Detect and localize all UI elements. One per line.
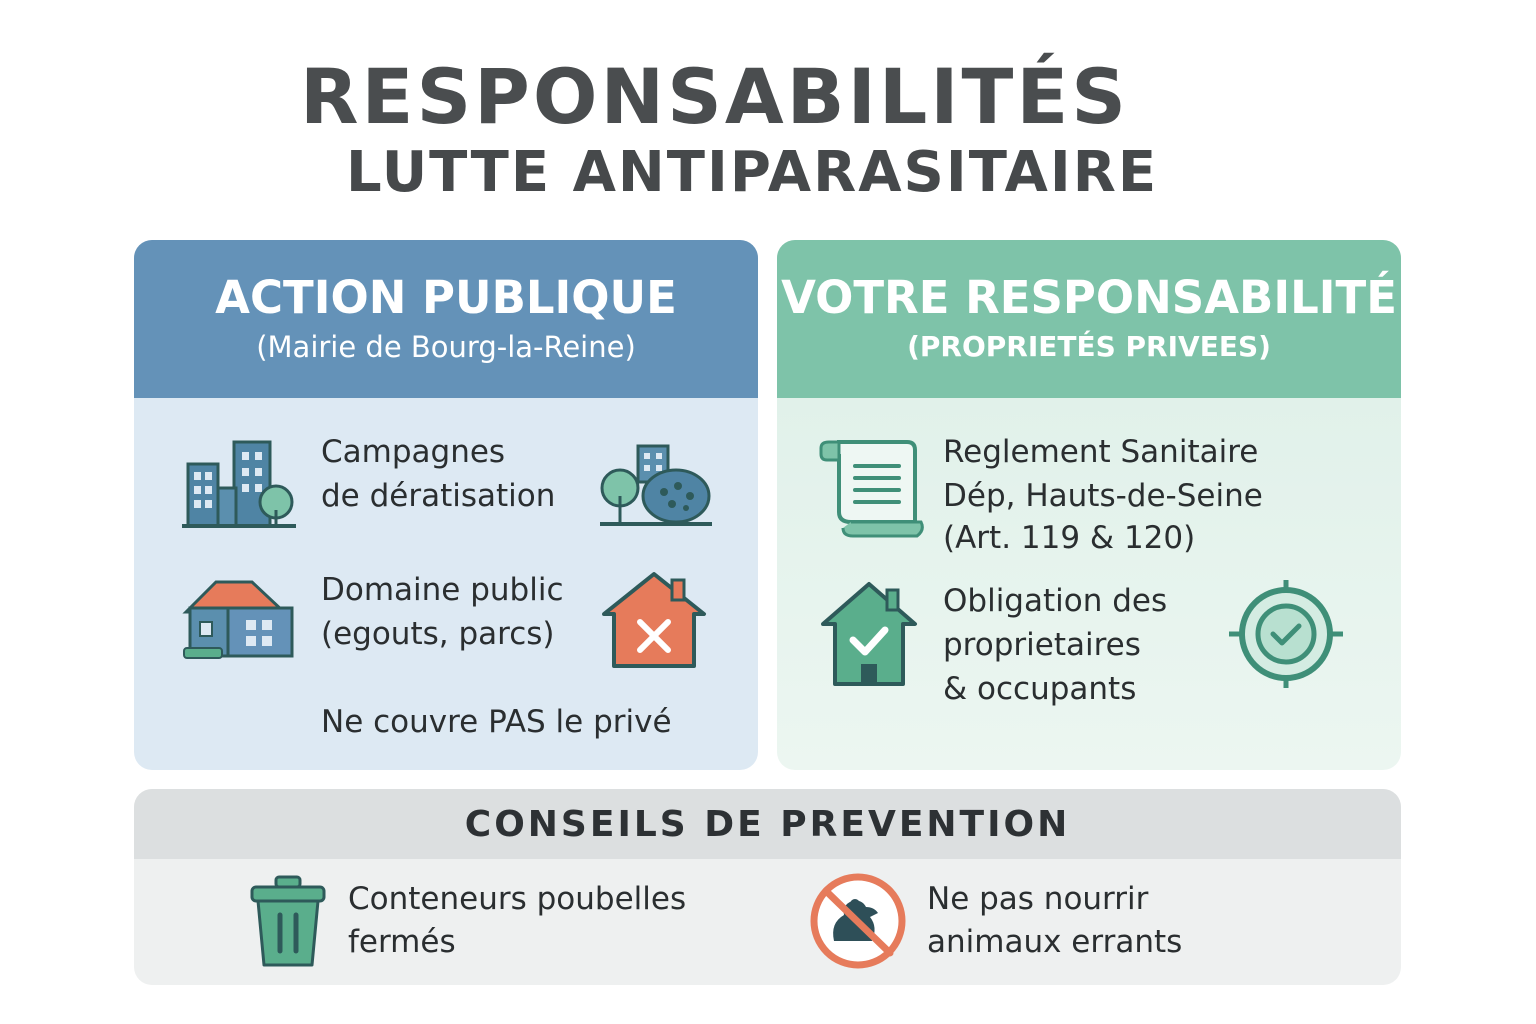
owner-obligation-line3: & occupants [943,671,1137,707]
private-responsibility-panel [777,240,1401,770]
public-action-panel [134,240,758,770]
house-icon [182,578,298,662]
private-responsibility-title: VOTRE RESPONSABILITÉ [781,271,1397,324]
public-action-subtitle: (Mairie de Bourg-la-Reine) [256,330,636,364]
sanitary-rule-line2: Dép, Hauts-de-Seine [943,478,1263,514]
closed-bins-line2: fermés [348,924,456,960]
prevention-tips-panel [134,789,1401,985]
sanitary-rule-line1: Reglement Sanitaire [943,434,1259,470]
regulation-document-icon [817,438,927,542]
private-not-covered-note: Ne couvre PAS le privé [321,704,672,740]
closed-bins-line1: Conteneurs poubelles [348,881,687,917]
sub-title: LUTTE ANTIPARASITAIRE [346,140,1159,205]
owner-obligation-line2: proprietaires [943,627,1141,663]
house-check-icon [819,580,919,690]
public-domain-line1: Domaine public [321,572,564,608]
private-responsibility-header [777,240,1401,398]
owner-obligation-line1: Obligation des [943,583,1168,619]
rat-campaign-line2: de dératisation [321,478,556,514]
private-responsibility-subtitle: (PROPRIETÉS PRIVEES) [907,330,1271,363]
park-icon [598,444,714,530]
no-feeding-line1: Ne pas nourrir [927,881,1149,917]
sanitary-rule-line3: (Art. 119 & 120) [943,520,1196,556]
public-action-header [134,240,758,398]
city-buildings-icon [182,440,298,532]
rat-campaign-line1: Campagnes [321,434,506,470]
house-forbidden-icon [598,570,712,670]
main-title: RESPONSABILITÉS [300,52,1130,141]
trash-can-icon [248,875,328,971]
public-action-title: ACTION PUBLIQUE [215,271,677,324]
prevention-tips-title: CONSEILS DE PREVENTION [134,789,1401,859]
no-feeding-animals-icon [808,873,908,969]
public-domain-line2: (egouts, parcs) [321,616,555,652]
no-feeding-line2: animaux errants [927,924,1183,960]
target-check-icon [1227,578,1345,690]
